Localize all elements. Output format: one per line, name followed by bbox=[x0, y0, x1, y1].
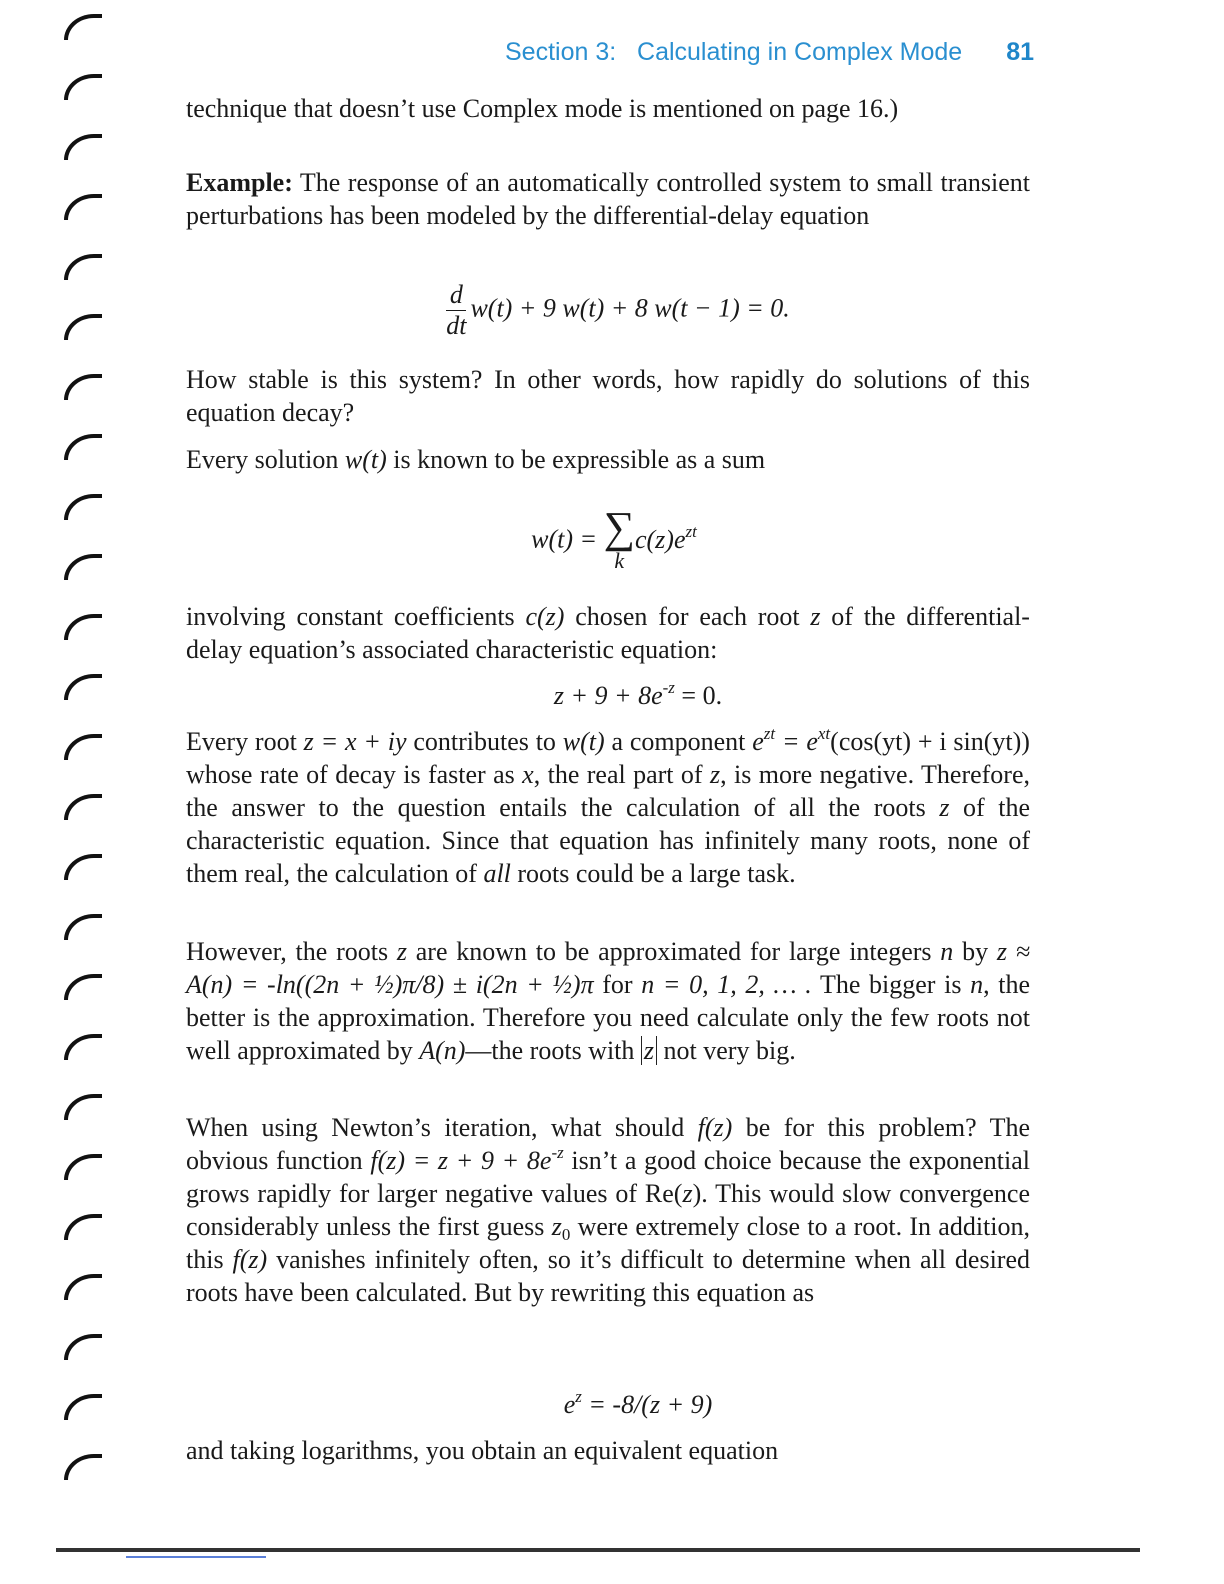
example-label: Example: bbox=[186, 168, 293, 197]
paragraph-stability-question: How stable is this system? In other words, how rapidly do solutions of this equation decay? bbox=[186, 365, 1030, 427]
binding-ring bbox=[64, 914, 102, 940]
binding-ring bbox=[64, 1034, 102, 1060]
paragraph-solution-sum: Every solution w(t) is known to be expressible as a sum bbox=[186, 445, 766, 474]
binding-ring bbox=[64, 254, 102, 280]
binding-ring bbox=[64, 1154, 102, 1180]
derivative-fraction: $\frac{d}{dt}$ bbox=[446, 280, 467, 340]
equation-characteristic: $z + 9 + 8e^{-z} = 0$. bbox=[553, 678, 723, 710]
binding-ring bbox=[64, 614, 102, 640]
running-header bbox=[0, 38, 1034, 67]
binding-ring bbox=[64, 1094, 102, 1120]
page-bottom-edge bbox=[56, 1548, 1140, 1552]
binding-ring bbox=[64, 554, 102, 580]
binding-ring bbox=[64, 1214, 102, 1240]
binding-ring bbox=[64, 74, 102, 100]
paragraph-roots: Every root z = x + iy contributes to w(t) a component $e^{zt} = e^{xt}(\cos(yt) + i$ sin(yt)) whose rate of decay is faster as x, the real part of z, is more negative. Therefore, the answer to the question entails the calculation of all the roots z of the characteristic equation. Since that equation has infinitely many roots, none of them real, the calculation of all roots could be a large task. bbox=[186, 724, 1030, 888]
spiral-binding bbox=[58, 0, 118, 1560]
binding-ring bbox=[64, 674, 102, 700]
equation-solution-sum: w(t) = ∑ k $c(z)e^{zt}$ bbox=[531, 503, 697, 573]
binding-ring bbox=[64, 1274, 102, 1300]
equation-differential-delay: $\frac{d}{dt}$ w(t) + 9 w(t) + 8 w(t − 1) = 0. bbox=[446, 280, 790, 340]
binding-ring bbox=[64, 794, 102, 820]
paragraph-continuation: technique that doesn’t use Complex mode is mentioned on page 16.) bbox=[186, 94, 899, 123]
summation: ∑ k bbox=[603, 503, 635, 573]
binding-ring bbox=[64, 314, 102, 340]
absolute-value: z bbox=[641, 1036, 657, 1065]
section-title: Section 3: Calculating in Complex Mode bbox=[505, 38, 963, 66]
binding-ring bbox=[64, 374, 102, 400]
page-number: 81 bbox=[1006, 38, 1034, 66]
paragraph-characteristic: involving constant coefficients c(z) chosen for each root z of the differential-delay equation’s associated characteristic equation: bbox=[186, 602, 1030, 664]
binding-ring bbox=[64, 734, 102, 760]
binding-ring bbox=[64, 434, 102, 460]
paragraph-logarithms: and taking logarithms, you obtain an equivalent equation bbox=[186, 1436, 779, 1465]
binding-ring bbox=[64, 194, 102, 220]
equation-rewritten: $e^z = -8/(z + 9)$ bbox=[563, 1387, 713, 1419]
binding-ring bbox=[64, 14, 102, 40]
binding-ring bbox=[64, 1454, 102, 1480]
paragraph-approximation: However, the roots z are known to be approximated for large integers n by z ≈ A(n) = -ln((2n + ½)π/8) ± i(2n + ½)π for n = 0, 1, 2, … . The bigger is n, the better is the approximation. Therefore you need calculate only the few roots not well approximated by A(n)—the roots with z not very big. bbox=[186, 937, 1031, 1065]
binding-ring bbox=[64, 854, 102, 880]
page-bottom-accent bbox=[126, 1556, 266, 1558]
binding-ring bbox=[64, 1334, 102, 1360]
binding-ring bbox=[64, 1394, 102, 1420]
binding-ring bbox=[64, 974, 102, 1000]
paragraph-example: Example: The response of an automatically controlled system to small transient perturbations has been modeled by the differential-delay equation bbox=[186, 168, 1030, 230]
binding-ring bbox=[64, 494, 102, 520]
paragraph-newton: When using Newton’s iteration, what should f(z) be for this problem? The obvious function $f(z) = z + 9 + 8e^{-z}$ isn’t a good choice because the exponential grows rapidly for larger negative values of Re(z). This would slow convergence considerably unless the first guess $z_0$ were extremely close to a root. In addition, this f(z) vanishes infinitely often, so it’s difficult to determine when all desired roots have been calculated. But by rewriting this equation as bbox=[186, 1113, 1031, 1307]
binding-ring bbox=[64, 134, 102, 160]
